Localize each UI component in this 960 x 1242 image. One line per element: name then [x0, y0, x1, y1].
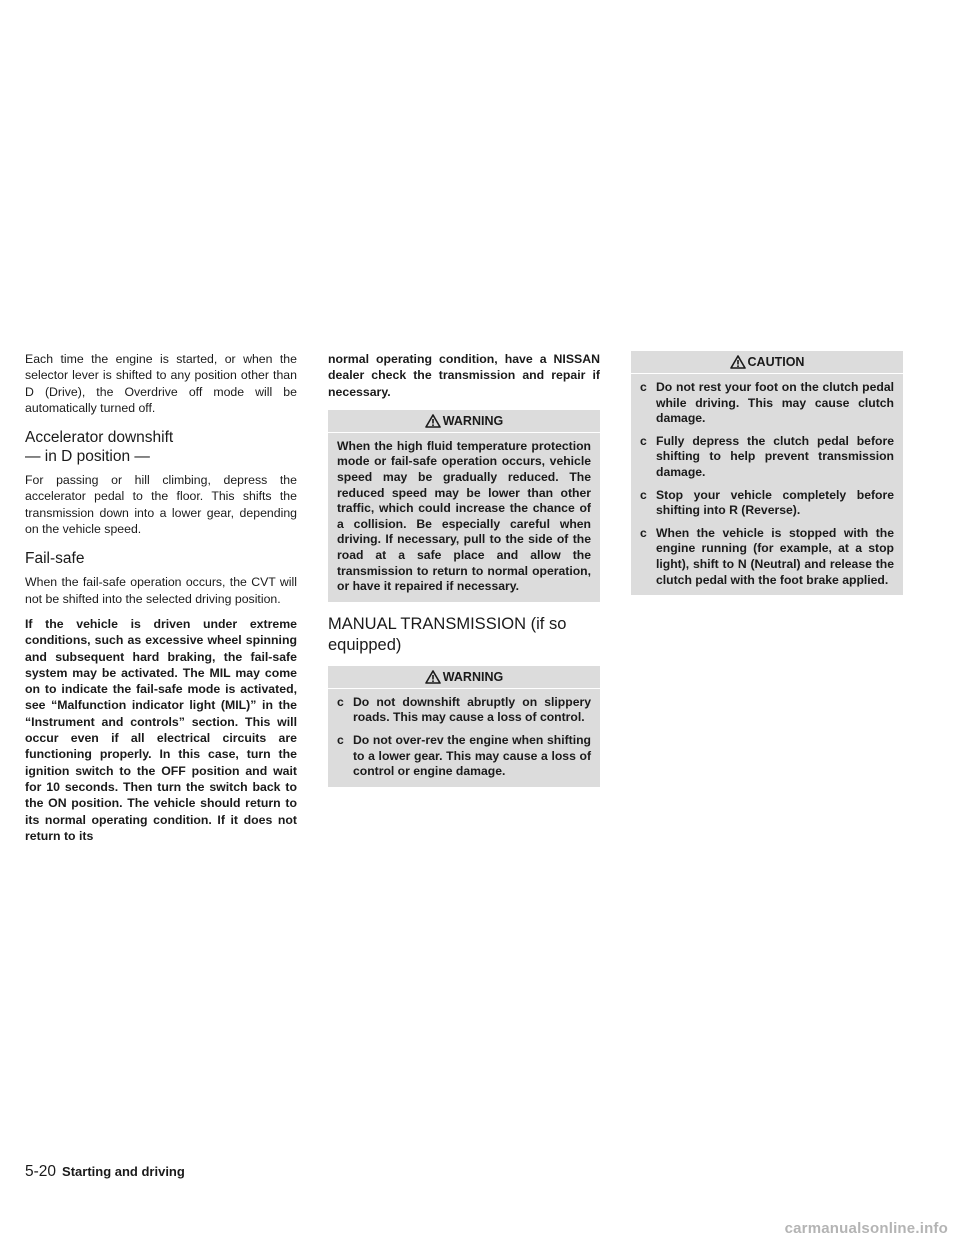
warning-triangle-icon — [425, 414, 441, 428]
bullet-icon: c — [640, 487, 647, 502]
warning-box-fluid-temperature — [328, 410, 600, 602]
warning-title: WARNING — [442, 413, 504, 428]
warning-text: When the high fluid temperature protection mode or fail-safe operation occurs, vehicle speed may be gradually reduced. The reduced speed may be lower than other traffic, which could increase the chance of a collision. Be especially careful when driving. If necessary, pull to the side of the road at a safe place and allow the transmission to return to normal operation, or have it repaired if necessary. — [337, 438, 591, 594]
list-item: c Stop your vehicle completely before shifting into R (Reverse). — [640, 487, 894, 518]
warning-title: WARNING — [442, 669, 504, 684]
chapter-title: Starting and driving — [62, 1164, 185, 1179]
fail-safe-paragraph: When the fail-safe operation occurs, the CVT will not be shifted into the selected driving position. — [25, 575, 297, 606]
middle-column — [328, 351, 600, 787]
list-item: c Do not over-rev the engine when shifting to a lower gear. This may cause a loss of control or engine damage. — [337, 733, 591, 779]
list-item: c Do not downshift abruptly on slippery roads. This may cause a loss of control. — [337, 694, 591, 725]
continued-paragraph: normal operating condition, have a NISSAN dealer check the transmission and repair if necessary. — [328, 352, 600, 399]
page-number: 5-20 — [25, 1163, 57, 1180]
bullet-icon: c — [640, 380, 647, 394]
overdrive-paragraph: Each time the engine is started, or when the selector lever is shifted to any position other than D (Drive), the Overdrive off mode will be automatically turned off. — [25, 352, 297, 415]
caution-list — [640, 380, 894, 588]
watermark: carmanualsonline.info — [784, 1220, 948, 1237]
fail-safe-bold-paragraph: If the vehicle is driven under extreme conditions, such as excessive wheel spinning and subsequent hard braking, the fail-safe system may be activated. The MIL may come on to indicate the fail-safe mode is activated, see “Malfunction indicator light (MIL)” in the “Instrument and controls” section. This will occur even if all electrical circuits are functioning properly. In this case, turn the ignition switch to the OFF position and wait for 10 seconds. Then turn the switch back to the ON position. The vehicle should return to its normal operating condition. If it does not return to its — [25, 616, 297, 843]
accelerator-downshift-heading — [25, 428, 297, 466]
list-item: c Do not rest your foot on the clutch pedal while driving. This may cause clutch damage. — [640, 380, 894, 426]
right-column — [631, 351, 903, 595]
manual-transmission-heading: MANUAL TRANSMISSION (if so equipped) — [328, 614, 567, 654]
caution-box-clutch — [631, 351, 903, 595]
left-column — [25, 351, 297, 853]
page-footer — [25, 1163, 185, 1181]
bullet-icon: c — [640, 433, 647, 448]
warning-triangle-icon — [425, 670, 441, 684]
warning-box-header — [328, 410, 600, 433]
accelerator-downshift-title: Accelerator downshift — [25, 429, 174, 447]
warning-list — [337, 695, 591, 780]
caution-title: CAUTION — [747, 355, 805, 369]
fail-safe-heading: Fail-safe — [25, 550, 85, 568]
list-item: c Fully depress the clutch pedal before shifting to help prevent transmission damage. — [640, 433, 894, 479]
bullet-icon: c — [640, 525, 647, 540]
warning-triangle-icon — [730, 355, 746, 369]
warning-box-manual-transmission — [328, 666, 600, 787]
caution-box-header — [631, 351, 903, 374]
bullet-icon: c — [337, 733, 344, 748]
bullet-icon: c — [337, 694, 344, 709]
list-item: c When the vehicle is stopped with the engine running (for example, at a stop light), shift to N (Neutral) and release the clutch pedal with the foot brake applied. — [640, 525, 894, 587]
warning-box-header — [328, 666, 600, 689]
accelerator-downshift-paragraph: For passing or hill climbing, depress the accelerator pedal to the floor. This shifts the transmission down into a lower gear, depending on the vehicle speed. — [25, 473, 297, 537]
accelerator-downshift-subtitle: — in D position — — [25, 448, 150, 466]
